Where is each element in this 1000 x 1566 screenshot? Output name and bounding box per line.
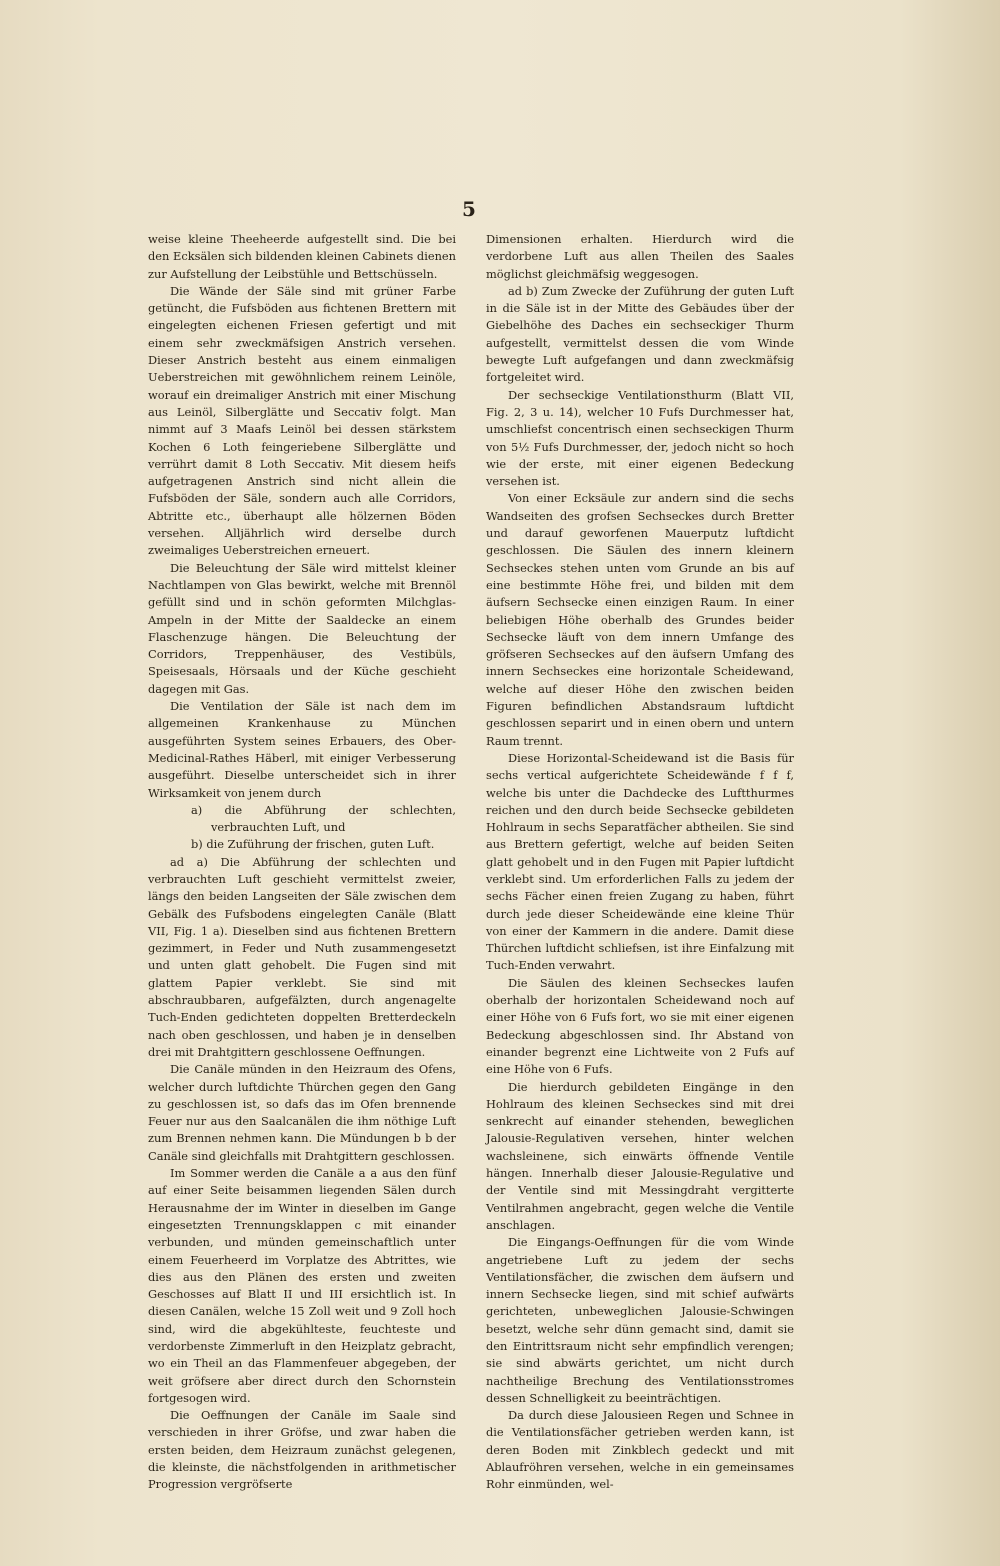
paragraph: weise kleine Theeheerde aufgestellt sind. Die bei den Ecksälen sich bildenden kleinen Cabinets dienen zur Aufstellung der Leibstühle und Bettschüsseln. (148, 232, 456, 281)
paragraph: Von einer Ecksäule zur andern sind die sechs Wandseiten des grofsen Sechseckes durch Bretter und darauf geworfenen Mauerputz luftdicht geschlossen. Die Säulen des innern kleinern Sechseckes stehen unten vom Grunde an bis auf eine bestimmte Höhe frei, und bilden mit dem äufsern Sechsecke einen einzigen Raum. In einer beliebigen Höhe oberhalb des Grundes beider Sechsecke läuft von dem innern Umfange des gröfseren Sechseckes auf den äufsern Umfang des innern Sechseckes eine horizontale Scheidewand, welche auf dieser Höhe den zwischen beiden Figuren befindlichen Abstandsraum luftdicht geschlossen separirt und in einen obern und untern Raum trennt. (486, 491, 794, 748)
paragraph: ad a) Die Abführung der schlechten und verbrauchten Luft geschieht vermittelst zweier, längs den beiden Langseiten der Säle zwischen dem Gebälk des Fufsbodens eingelegten Canäle (Blatt VII, Fig. 1 a). Dieselben sind aus fichtenen Brettern gezimmert, in Feder und Nuth zusammengesetzt und unten glatt gehobelt. Die Fugen sind mit glattem Papier verklebt. Sie sind mit abschraubbaren, aufgefälzten, durch angenagelte Tuch-Enden gedichteten doppelten Bretterdeckeln nach oben geschlossen, und haben je in denselben drei mit Drahtgittern geschlossene Oeffnungen. (148, 854, 456, 1059)
paragraph: Dimensionen erhalten. Hierdurch wird die verdorbene Luft aus allen Theilen des Saales möglichst gleichmäfsig weggesogen. (486, 232, 794, 281)
right-column (486, 231, 794, 1494)
paragraph: Die hierdurch gebildeten Eingänge in den Hohlraum des kleinen Sechseckes sind mit drei senkrecht auf einander stehenden, beweglichen Jalousie-Regulativen versehen, hinter welchen wachsleinene, sich einwärts öffnende Ventile hängen. Innerhalb dieser Jalousie-Regulative und der Ventile sind mit Messingdraht vergitterte Ventilrahmen angebracht, gegen welche die Ventile anschlagen. (486, 1079, 794, 1232)
paragraph: Die Säulen des kleinen Sechseckes laufen oberhalb der horizontalen Scheidewand noch auf einer Höhe von 6 Fufs fort, wo sie mit einer eigenen Bedeckung abgeschlossen sind. Ihr Abstand von einander begrenzt eine Lichtweite von 2 Fufs auf eine Höhe von 6 Fufs. (486, 975, 794, 1077)
list-item-b: b) die Zuführung der frischen, guten Luft. (191, 837, 435, 852)
page-number: 5 (462, 197, 476, 221)
paragraph: Die Ventilation der Säle ist nach dem im allgemeinen Krankenhause zu München ausgeführten System seines Erbauers, des Ober-Medicinal-Rathes Häberl, mit einiger Verbesserung ausgeführt. Dieselbe unterscheidet sich in ihrer Wirksamkeit von jenem durch (148, 699, 456, 800)
paragraph: Diese Horizontal-Scheidewand ist die Basis für sechs vertical aufgerichtete Scheidewände f f f, welche bis unter die Dachdecke des Luftthurmes reichen und den durch beide Sechsecke gebildeten Hohlraum in sechs Separatfächer abtheilen. Sie sind aus Brettern gefertigt, welche auf beiden Seiten glatt gehobelt und in den Fugen mit Papier luftdicht verklebt sind. Um erforderlichen Falls zu jedem der sechs Fächer einen freien Zugang zu haben, führt durch jede dieser Scheidewände eine kleine Thür von einer der Kammern in die andere. Damit diese Thürchen luftdicht schliefsen, ist ihre Einfalzung mit Tuch-Enden verwahrt. (486, 750, 794, 973)
paragraph: Die Wände der Säle sind mit grüner Farbe getüncht, die Fufsböden aus fichtenen Brettern mit eingelegten eichenen Friesen gefertigt und mit einem sehr zweckmäfsigen Anstrich versehen. Dieser Anstrich besteht aus einem einmaligen Ueberstreichen mit gewöhnlichem reinem Leinöle, worauf ein dreimaliger Anstrich mit einer Mischung aus Leinöl, Silberglätte und Seccativ folgt. Man nimmt auf 3 Maafs Leinöl bei dessen stärkstem Kochen 6 Loth feingeriebene Silberglätte und verrührt damit 8 Loth Seccativ. Mit diesem heifs aufgetragenen Anstrich sind nicht allein die Fufsböden der Säle, sondern auch alle Corridors, Abtritte etc., überhaupt alle hölzernen Böden versehen. Alljährlich wird derselbe durch zweimaliges Ueberstreichen erneuert. (148, 283, 456, 558)
left-column (148, 231, 456, 1494)
paragraph: ad b) Zum Zwecke der Zuführung der guten Luft in die Säle ist in der Mitte des Gebäudes über der Giebelhöhe des Daches ein sechseckiger Thurm aufgestellt, vermittelst dessen die vom Winde bewegte Luft aufgefangen und dann zweckmäfsig fortgeleitet wird. (486, 283, 794, 385)
paragraph: Die Canäle münden in den Heizraum des Ofens, welcher durch luftdichte Thürchen gegen den Gang zu geschlossen ist, so dafs das im Ofen brennende Feuer nur aus den Saalcanälen die ihm nöthige Luft zum Brennen nehmen kann. Die Mündungen b b der Canäle sind gleichfalls mit Drahtgittern geschlossen. (148, 1062, 456, 1163)
paragraph: Im Sommer werden die Canäle a a aus den fünf auf einer Seite beisammen liegenden Sälen durch Herausnahme der im Winter in dieselben im Gange eingesetzten Trennungsklappen c mit einander verbunden, und münden gemeinschaftlich unter einem Feuerheerd im Vorplatze des Abtrittes, wie dies aus den Plänen des ersten und zweiten Geschosses auf Blatt II und III ersichtlich ist. In diesen Canälen, welche 15 Zoll weit und 9 Zoll hoch sind, wird die abgekühlteste, feuchteste und verdorbenste Zimmerluft in den Heizplatz gebracht, wo ein Theil an das Flammenfeuer abgegeben, der weit gröfsere aber direct durch den Schornstein fortgesogen wird. (148, 1166, 456, 1405)
paragraph: Der sechseckige Ventilationsthurm (Blatt VII, Fig. 2, 3 u. 14), welcher 10 Fufs Durchmesser hat, umschliefst concentrisch einen sechseckigen Thurm von 5½ Fufs Durchmesser, der, jedoch nicht so hoch wie der erste, mit einer eigenen Bedeckung versehen ist. (486, 387, 794, 489)
list-item-a: a) die Abführung der schlechten, verbrauchten Luft, und (191, 802, 456, 835)
paragraph: Die Oeffnungen der Canäle im Saale sind verschieden in ihrer Gröfse, und zwar haben die ersten beiden, dem Heizraum zunächst gelegenen, die kleinste, die nächstfolgenden in arithmetischer Progression vergröfserte (148, 1408, 456, 1492)
paragraph: Die Eingangs-Oeffnungen für die vom Winde angetriebene Luft zu jedem der sechs Ventilationsfächer, die zwischen dem äufsern und innern Sechsecke liegen, sind mit schief aufwärts gerichteten, unbeweglichen Jalousie-Schwingen besetzt, welche sehr dünn gemacht sind, damit sie den Eintrittsraum nicht sehr empfindlich verengen; sie sind abwärts gerichtet, um nicht durch nachtheilige Brechung des Ventilationsstromes dessen Schnelligkeit zu beeinträchtigen. (486, 1235, 794, 1405)
paragraph: Die Beleuchtung der Säle wird mittelst kleiner Nachtlampen von Glas bewirkt, welche mit Brennöl gefüllt sind und in schön geformten Milchglas-Ampeln in der Mitte der Saaldecke an einem Flaschenzuge hängen. Die Beleuchtung der Corridors, Treppenhäuser, des Vestibüls, Speisesaals, Hörsaals und der Küche geschieht dagegen mit Gas. (148, 560, 456, 696)
paragraph: Da durch diese Jalousieen Regen und Schnee in die Ventilationsfächer getrieben werden kann, ist deren Boden mit Zinkblech gedeckt und mit Ablaufröhren versehen, welche in ein gemeinsames Rohr einmünden, wel- (486, 1408, 794, 1492)
